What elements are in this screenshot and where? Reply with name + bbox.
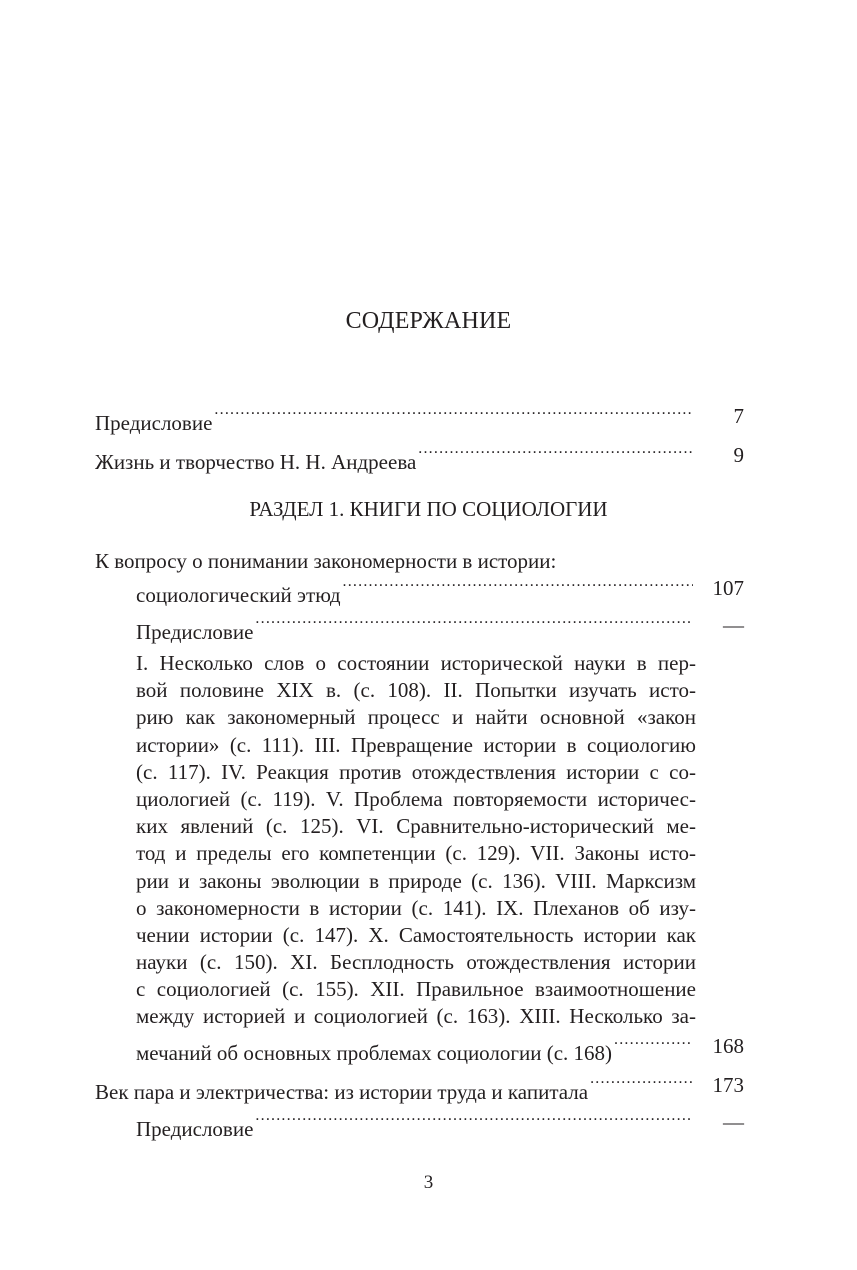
- section-heading: РАЗДЕЛ 1. КНИГИ ПО СОЦИОЛОГИИ: [249, 497, 608, 521]
- summary-line: (с. 117). IV. Реакция против отождествления истории с со-: [136, 759, 696, 784]
- toc-entry-label: Предисловие: [95, 411, 213, 435]
- toc-entry-preface[interactable]: [95, 402, 695, 435]
- summary-line: истории» (с. 111). III. Превращение истории в социологию: [136, 732, 696, 757]
- page-number: 3: [423, 1172, 434, 1193]
- toc-entry-label: Жизнь и творчество Н. Н. Андреева: [95, 450, 417, 474]
- dot-leader: [418, 441, 693, 469]
- toc-entry-page: 173: [712, 1073, 744, 1097]
- summary-line: рию как закономерный процесс и найти основной «закон: [136, 705, 696, 730]
- toc-entry-page: 168: [712, 1034, 744, 1058]
- summary-line: с социологией (с. 155). XII. Правильное взаимоотношение: [136, 977, 696, 1002]
- summary-line: чении истории (с. 147). X. Самостоятельность истории как: [136, 922, 696, 947]
- summary-line: тод и пределы его компетенции (с. 129). VII. Законы исто-: [136, 841, 696, 866]
- dot-leader: [614, 1032, 693, 1060]
- toc-entry-page: —: [723, 1110, 744, 1134]
- summary-line: науки (с. 150). XI. Бесплодность отождествления истории: [136, 950, 696, 975]
- summary-line: ких явлений (с. 125). VI. Сравнительно-исторический ме-: [136, 814, 696, 839]
- toc-entry-label: Предисловие: [136, 620, 254, 644]
- summary-line: вой половине XIX в. (с. 108). II. Попытки изучать исто-: [136, 678, 696, 703]
- dot-leader: [214, 402, 693, 430]
- summary-line: циологией (с. 119). V. Проблема повторяемости историчес-: [136, 786, 696, 811]
- dot-leader: [255, 611, 693, 639]
- dot-leader: [590, 1071, 693, 1099]
- toc-entry-label: Предисловие: [136, 1117, 254, 1141]
- toc-entry-label: социологический этюд: [136, 583, 341, 607]
- contents-heading: СОДЕРЖАНИЕ: [345, 308, 512, 334]
- work1-summary-last-line[interactable]: [136, 1032, 695, 1065]
- toc-entry-page: 107: [712, 576, 744, 600]
- toc-entry-label: Век пара и электричества: из истории труда и капитала: [95, 1080, 589, 1104]
- toc-entry-page: 9: [733, 443, 744, 467]
- summary-line: I. Несколько слов о состоянии исторической науки в пер-: [136, 651, 696, 675]
- work1-preface[interactable]: [136, 611, 695, 644]
- work1-chapter-summary: [136, 650, 696, 1031]
- toc-entry-page: 7: [733, 404, 744, 428]
- work2-title[interactable]: [95, 1071, 695, 1104]
- work1-title-line2[interactable]: [136, 574, 695, 607]
- toc-entry-biography[interactable]: [95, 441, 695, 474]
- toc-entry-label: мечаний об основных проблемах социологии (с. 168): [136, 1041, 613, 1065]
- work1-title-line1[interactable]: К вопросу о понимании закономерности в истории:: [95, 549, 557, 573]
- summary-line: о закономерности в истории (с. 141). IX. Плеханов об изу-: [136, 895, 696, 920]
- toc-entry-page: —: [723, 613, 744, 637]
- dot-leader: [343, 574, 693, 602]
- summary-line: рии и законы эволюции в природе (с. 136). VIII. Марксизм: [136, 868, 696, 893]
- dot-leader: [255, 1108, 693, 1136]
- work2-preface[interactable]: [136, 1108, 695, 1141]
- summary-line: между историей и социологией (с. 163). XIII. Несколько за-: [136, 1004, 696, 1029]
